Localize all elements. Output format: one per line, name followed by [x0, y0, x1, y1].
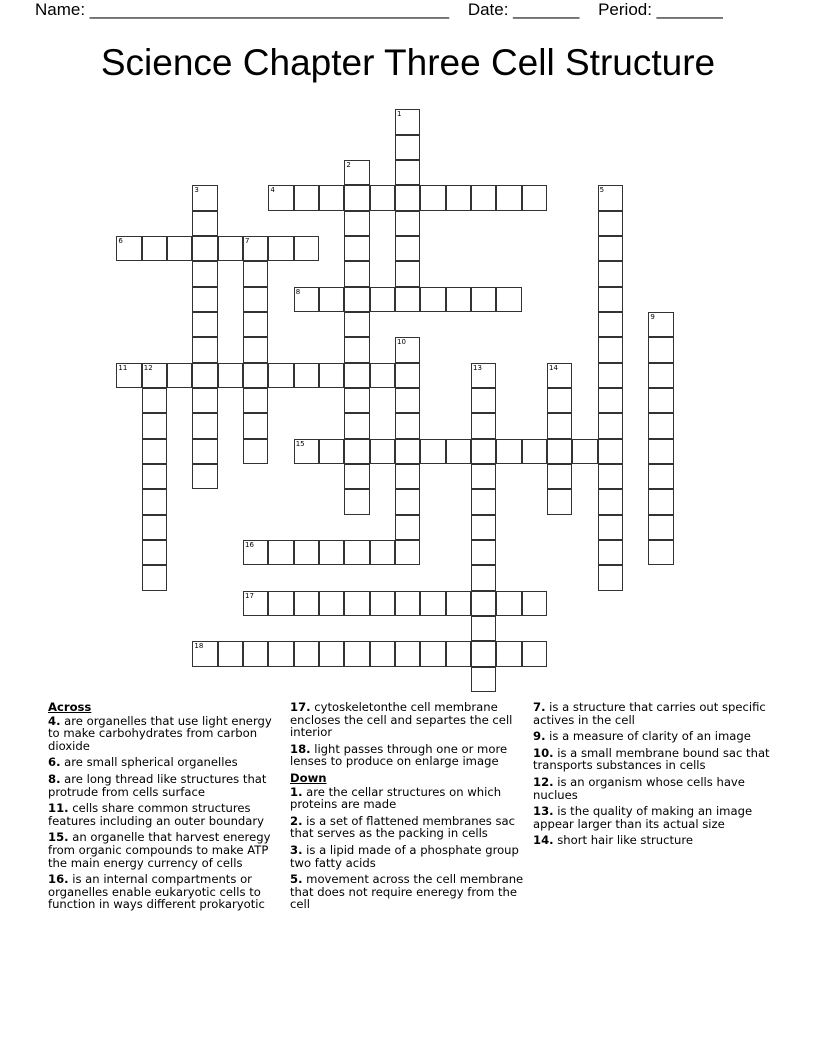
- grid-cell[interactable]: [142, 388, 167, 413]
- grid-cell[interactable]: [218, 236, 243, 261]
- grid-cell[interactable]: [471, 363, 496, 388]
- grid-cell[interactable]: [420, 591, 445, 616]
- grid-cell[interactable]: [167, 363, 192, 388]
- grid-cell[interactable]: [142, 413, 167, 438]
- grid-cell[interactable]: [598, 363, 623, 388]
- grid-cell[interactable]: [243, 413, 268, 438]
- grid-cell[interactable]: [344, 489, 369, 514]
- grid-cell[interactable]: [116, 363, 141, 388]
- grid-cell[interactable]: [420, 641, 445, 666]
- grid-cell[interactable]: [192, 439, 217, 464]
- grid-cell[interactable]: [648, 388, 673, 413]
- grid-cell[interactable]: [370, 439, 395, 464]
- grid-cell[interactable]: [522, 439, 547, 464]
- clue-across-17: 17. cytoskeletonthe cell membrane encloses the cell and separtes the cell interior: [290, 700, 513, 740]
- grid-cell[interactable]: [522, 185, 547, 210]
- grid-cell[interactable]: [268, 185, 293, 210]
- grid-cell[interactable]: [192, 185, 217, 210]
- clue-number: 9: [650, 313, 655, 322]
- grid-cell[interactable]: [142, 565, 167, 590]
- grid-cell[interactable]: [446, 439, 471, 464]
- clue-number: 18: [194, 642, 204, 651]
- grid-cell[interactable]: [344, 261, 369, 286]
- grid-cell[interactable]: [319, 591, 344, 616]
- across-heading: Across: [48, 700, 92, 714]
- grid-cell[interactable]: [522, 591, 547, 616]
- grid-cell[interactable]: [395, 591, 420, 616]
- clue-number: 4: [270, 186, 275, 195]
- grid-cell[interactable]: [395, 160, 420, 185]
- grid-cell[interactable]: [471, 185, 496, 210]
- down-heading: Down: [290, 770, 327, 785]
- grid-cell[interactable]: [192, 287, 217, 312]
- clue-down-2: 2. is a set of flattened membranes sac that serves as the packing in cells: [290, 813, 516, 841]
- grid-cell[interactable]: [370, 287, 395, 312]
- clue-down-7: 7. is a structure that carries out specific actives in the cell: [533, 700, 766, 727]
- grid-cell[interactable]: [471, 616, 496, 641]
- grid-cell[interactable]: [547, 464, 572, 489]
- grid-cell[interactable]: [243, 236, 268, 261]
- grid-cell[interactable]: [142, 540, 167, 565]
- grid-cell[interactable]: [471, 641, 496, 666]
- grid-cell[interactable]: [370, 540, 395, 565]
- grid-cell[interactable]: [420, 287, 445, 312]
- grid-cell[interactable]: [218, 641, 243, 666]
- grid-cell[interactable]: [243, 439, 268, 464]
- grid-cell[interactable]: [192, 388, 217, 413]
- clue-number: 8: [295, 287, 301, 296]
- grid-cell[interactable]: [370, 641, 395, 666]
- grid-cell[interactable]: [471, 413, 496, 438]
- grid-cell[interactable]: [471, 388, 496, 413]
- grid-cell[interactable]: [648, 489, 673, 514]
- grid-cell[interactable]: [218, 363, 243, 388]
- grid-cell[interactable]: [192, 337, 217, 362]
- period-field[interactable]: Period: _______: [598, 0, 723, 19]
- grid-cell[interactable]: [192, 363, 217, 388]
- grid-cell[interactable]: [243, 540, 268, 565]
- grid-cell[interactable]: [547, 388, 572, 413]
- grid-cell[interactable]: [598, 515, 623, 540]
- grid-cell[interactable]: [319, 363, 344, 388]
- grid-cell[interactable]: [395, 185, 420, 210]
- grid-cell[interactable]: [294, 439, 319, 464]
- grid-cell[interactable]: [167, 236, 192, 261]
- grid-cell[interactable]: [243, 287, 268, 312]
- grid-cell[interactable]: [344, 337, 369, 362]
- clue-down-5: 5. movement across the cell membrane that does not require eneregy from the cell: [290, 872, 524, 912]
- clue-across-18: 18. light passes through one or more lenses to produce on enlarge image: [290, 741, 508, 769]
- grid-cell[interactable]: [471, 540, 496, 565]
- grid-cell[interactable]: [598, 439, 623, 464]
- grid-cell[interactable]: [142, 439, 167, 464]
- grid-cell[interactable]: [572, 439, 597, 464]
- grid-cell[interactable]: [243, 261, 268, 286]
- clue-number: 11: [118, 363, 128, 372]
- grid-cell[interactable]: [344, 160, 369, 185]
- grid-cell[interactable]: [319, 540, 344, 565]
- grid-cell[interactable]: [192, 464, 217, 489]
- grid-cell[interactable]: [294, 591, 319, 616]
- clue-down-1: 1. are the cellar structures on which proteins are made: [290, 784, 502, 812]
- clue-number: 10: [397, 338, 406, 347]
- clue-number: 7: [245, 237, 250, 246]
- grid-cell[interactable]: [395, 413, 420, 438]
- grid-cell[interactable]: [648, 363, 673, 388]
- grid-cell[interactable]: [192, 641, 217, 666]
- grid-cell[interactable]: [344, 287, 369, 312]
- grid-cell[interactable]: [446, 641, 471, 666]
- clue-down-13: 13. is the quality of making an image appear larger than its actual size: [533, 804, 753, 831]
- grid-cell[interactable]: [142, 515, 167, 540]
- grid-cell[interactable]: [243, 591, 268, 616]
- grid-cell[interactable]: [395, 261, 420, 286]
- grid-cell[interactable]: [648, 413, 673, 438]
- grid-cell[interactable]: [598, 388, 623, 413]
- grid-cell[interactable]: [344, 211, 369, 236]
- clue-number: 14: [549, 363, 558, 372]
- grid-cell[interactable]: [471, 287, 496, 312]
- clue-across-6: 6. are small spherical organelles: [48, 755, 238, 770]
- grid-cell[interactable]: [268, 591, 293, 616]
- worksheet-header: [35, 0, 737, 20]
- grid-cell[interactable]: [344, 641, 369, 666]
- grid-cell[interactable]: [471, 667, 496, 692]
- grid-cell[interactable]: [547, 363, 572, 388]
- clue-down-12: 12. is an organism whose cells have nuclues: [533, 774, 745, 802]
- grid-cell[interactable]: [395, 439, 420, 464]
- grid-cell[interactable]: [344, 540, 369, 565]
- grid-cell[interactable]: [344, 464, 369, 489]
- grid-cell[interactable]: [395, 287, 420, 312]
- clue-across-15: 15. an organelle that harvest eneregy from organic compounds to make ATP the main energy currency of cells: [48, 830, 271, 870]
- clues-column-2: [290, 701, 530, 915]
- grid-cell[interactable]: [344, 413, 369, 438]
- grid-cell[interactable]: [142, 236, 167, 261]
- grid-cell[interactable]: [648, 515, 673, 540]
- grid-cell[interactable]: [370, 363, 395, 388]
- grid-cell[interactable]: [648, 312, 673, 337]
- grid-cell[interactable]: [598, 464, 623, 489]
- grid-cell[interactable]: [142, 464, 167, 489]
- grid-cell[interactable]: [294, 236, 319, 261]
- grid-cell[interactable]: [344, 439, 369, 464]
- grid-cell[interactable]: [395, 211, 420, 236]
- clue-number: 12: [143, 363, 153, 372]
- grid-cell[interactable]: [243, 337, 268, 362]
- grid-cell[interactable]: [344, 236, 369, 261]
- grid-cell[interactable]: [648, 439, 673, 464]
- clue-across-4: 4. are organelles that use light energy to make carbohydrates from carbon dioxide: [48, 713, 272, 753]
- grid-cell[interactable]: [547, 413, 572, 438]
- grid-cell[interactable]: [598, 337, 623, 362]
- grid-cell[interactable]: [142, 363, 167, 388]
- grid-cell[interactable]: [471, 591, 496, 616]
- grid-cell[interactable]: [344, 185, 369, 210]
- grid-cell[interactable]: [294, 363, 319, 388]
- grid-cell[interactable]: [294, 185, 319, 210]
- grid-cell[interactable]: [243, 363, 268, 388]
- grid-cell[interactable]: [192, 312, 217, 337]
- grid-cell[interactable]: [344, 363, 369, 388]
- page-title: Science Chapter Three Cell Structure: [100, 42, 716, 83]
- grid-cell[interactable]: [598, 413, 623, 438]
- grid-cell[interactable]: [395, 388, 420, 413]
- grid-cell[interactable]: [547, 439, 572, 464]
- grid-cell[interactable]: [116, 236, 141, 261]
- clue-down-3: 3. is a lipid made of a phosphate group two fatty acids: [290, 842, 519, 870]
- grid-cell[interactable]: [496, 641, 521, 666]
- clue-across-11: 11. cells share common structures features including an outer boundary: [48, 801, 265, 828]
- grid-cell[interactable]: [522, 641, 547, 666]
- grid-cell[interactable]: [395, 515, 420, 540]
- grid-cell[interactable]: [395, 363, 420, 388]
- grid-cell[interactable]: [446, 185, 471, 210]
- grid-cell[interactable]: [243, 388, 268, 413]
- clue-number: 6: [118, 237, 123, 246]
- clue-number: 16: [245, 541, 254, 550]
- grid-cell[interactable]: [598, 540, 623, 565]
- grid-cell[interactable]: [319, 287, 344, 312]
- grid-cell[interactable]: [496, 287, 521, 312]
- clue-number: 2: [346, 161, 351, 170]
- grid-cell[interactable]: [395, 109, 420, 134]
- grid-cell[interactable]: [598, 236, 623, 261]
- grid-cell[interactable]: [294, 641, 319, 666]
- grid-cell[interactable]: [344, 312, 369, 337]
- grid-cell[interactable]: [598, 565, 623, 590]
- grid-cell[interactable]: [471, 489, 496, 514]
- grid-cell[interactable]: [268, 363, 293, 388]
- grid-cell[interactable]: [344, 388, 369, 413]
- clues-column-1: [48, 701, 286, 915]
- grid-cell[interactable]: [192, 261, 217, 286]
- grid-cell[interactable]: [294, 540, 319, 565]
- grid-cell[interactable]: [395, 337, 420, 362]
- grid-cell[interactable]: [395, 135, 420, 160]
- grid-cell[interactable]: [395, 464, 420, 489]
- clue-number: 13: [473, 363, 482, 372]
- grid-cell[interactable]: [395, 489, 420, 514]
- clue-number: 15: [295, 439, 305, 448]
- grid-cell[interactable]: [420, 185, 445, 210]
- grid-cell[interactable]: [192, 413, 217, 438]
- grid-cell[interactable]: [446, 591, 471, 616]
- grid-cell[interactable]: [648, 464, 673, 489]
- grid-cell[interactable]: [395, 540, 420, 565]
- clue-number: 1: [397, 110, 402, 119]
- grid-cell[interactable]: [344, 591, 369, 616]
- grid-cell[interactable]: [598, 261, 623, 286]
- name-field[interactable]: Name: ______________________________________: [35, 0, 450, 19]
- grid-cell[interactable]: [598, 287, 623, 312]
- grid-cell[interactable]: [243, 641, 268, 666]
- grid-cell[interactable]: [471, 464, 496, 489]
- grid-cell[interactable]: [496, 185, 521, 210]
- grid-cell[interactable]: [294, 287, 319, 312]
- grid-cell[interactable]: [192, 211, 217, 236]
- grid-cell[interactable]: [598, 312, 623, 337]
- clue-number: 3: [194, 186, 199, 195]
- grid-cell[interactable]: [496, 439, 521, 464]
- grid-cell[interactable]: [648, 337, 673, 362]
- grid-cell[interactable]: [319, 439, 344, 464]
- grid-cell[interactable]: [268, 540, 293, 565]
- clue-across-16: 16. is an internal compartments or organelles enable eukaryotic cells to function in ways different prokaryotic: [48, 872, 265, 912]
- clues-column-3: [533, 701, 773, 851]
- grid-cell[interactable]: [471, 439, 496, 464]
- grid-cell[interactable]: [547, 489, 572, 514]
- grid-cell[interactable]: [319, 641, 344, 666]
- clue-across-8: 8. are long thread like structures that protrude from cells surface: [48, 771, 267, 799]
- grid-cell[interactable]: [496, 591, 521, 616]
- clue-number: 17: [245, 591, 254, 600]
- grid-cell[interactable]: [370, 591, 395, 616]
- grid-cell[interactable]: [192, 236, 217, 261]
- grid-cell[interactable]: [268, 641, 293, 666]
- grid-cell[interactable]: [142, 489, 167, 514]
- grid-cell[interactable]: [243, 312, 268, 337]
- clue-down-10: 10. is a small membrane bound sac that transports substances in cells: [533, 745, 770, 773]
- grid-cell[interactable]: [471, 515, 496, 540]
- date-field[interactable]: Date: _______: [467, 0, 580, 19]
- grid-cell[interactable]: [370, 185, 395, 210]
- grid-cell[interactable]: [648, 540, 673, 565]
- grid-cell[interactable]: [598, 211, 623, 236]
- clue-number: 5: [599, 186, 605, 195]
- clue-down-14: 14. short hair like structure: [533, 833, 694, 848]
- grid-cell[interactable]: [395, 641, 420, 666]
- grid-cell[interactable]: [598, 489, 623, 514]
- grid-cell[interactable]: [420, 439, 445, 464]
- grid-cell[interactable]: [446, 287, 471, 312]
- clue-down-9: 9. is a measure of clarity of an image: [533, 729, 751, 744]
- grid-cell[interactable]: [598, 185, 623, 210]
- grid-cell[interactable]: [471, 565, 496, 590]
- grid-cell[interactable]: [319, 185, 344, 210]
- grid-cell[interactable]: [395, 236, 420, 261]
- grid-cell[interactable]: [268, 236, 293, 261]
